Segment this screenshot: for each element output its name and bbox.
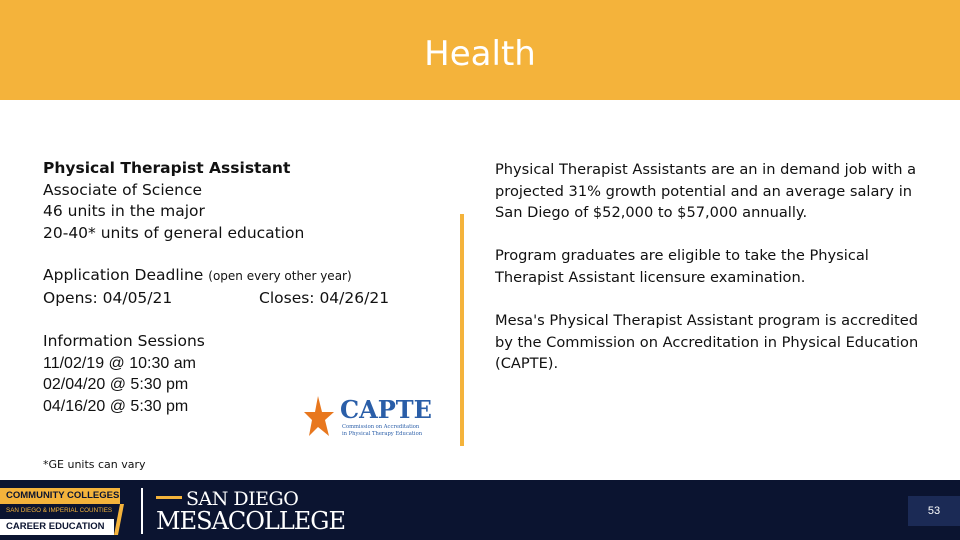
info-session: 04/16/20 @ 5:30 pm [43,397,189,415]
footer-divider [141,488,143,534]
community-colleges-logo [0,488,128,534]
program-description [495,159,925,397]
cc-logo-top: COMMUNITY COLLEGES [0,488,120,504]
capte-star-icon [304,396,334,436]
column-divider [460,214,464,446]
page-number-box [908,496,960,526]
capte-logo-text: CAPTE [340,395,432,424]
application-closes: Closes: 04/26/21 [259,288,390,307]
application-deadline-note: (open every other year) [208,269,352,284]
page-number: 53 [927,505,941,517]
mesa-logo-line2: MESACOLLEGE [156,507,345,535]
capte-logo-subtitle: Commission on Accreditation [342,424,420,430]
capte-logo-subtitle: in Physical Therapy Education [342,431,423,437]
mesa-logo-line1: SAN DIEGO [186,488,299,510]
info-sessions-label: Information Sessions [43,331,205,350]
application-deadline-heading [43,265,443,288]
info-session: 11/02/19 @ 10:30 am [43,354,196,372]
cc-logo-middle: SAN DIEGO & IMPERIAL COUNTIES [6,507,113,514]
program-degree: Associate of Science [43,180,203,199]
cc-logo-bottom: CAREER EDUCATION [0,519,114,535]
mesa-logo-bar [156,496,182,499]
description-paragraph: Program graduates are eligible to take the Physical Therapist Assistant licensure examination. [495,247,869,286]
cc-logo-stripe-icon [114,504,124,535]
header-band [0,0,960,100]
application-opens: Opens: 04/05/21 [43,288,173,307]
footer-bar [0,480,960,540]
capte-logo [304,390,440,448]
description-paragraph: Physical Therapist Assistants are an in demand job with a projected 31% growth potential and an average salary in San Diego of $52,000 to $57,000 annually. [495,161,917,222]
info-session: 02/04/20 @ 5:30 pm [43,376,189,394]
slide-title: Health [424,34,536,74]
footnote: *GE units can vary [43,458,146,471]
program-name: Physical Therapist Assistant [43,159,291,177]
application-deadline-label: Application Deadline [43,266,204,285]
description-paragraph: Mesa's Physical Therapist Assistant program is accredited by the Commission on Accreditation in Physical Education (CAPTE). [495,312,919,373]
program-units-ge: 20-40* units of general education [43,223,305,242]
application-dates [43,288,443,310]
mesa-college-logo [156,488,345,535]
program-units-major: 46 units in the major [43,202,205,221]
program-details [43,158,443,417]
